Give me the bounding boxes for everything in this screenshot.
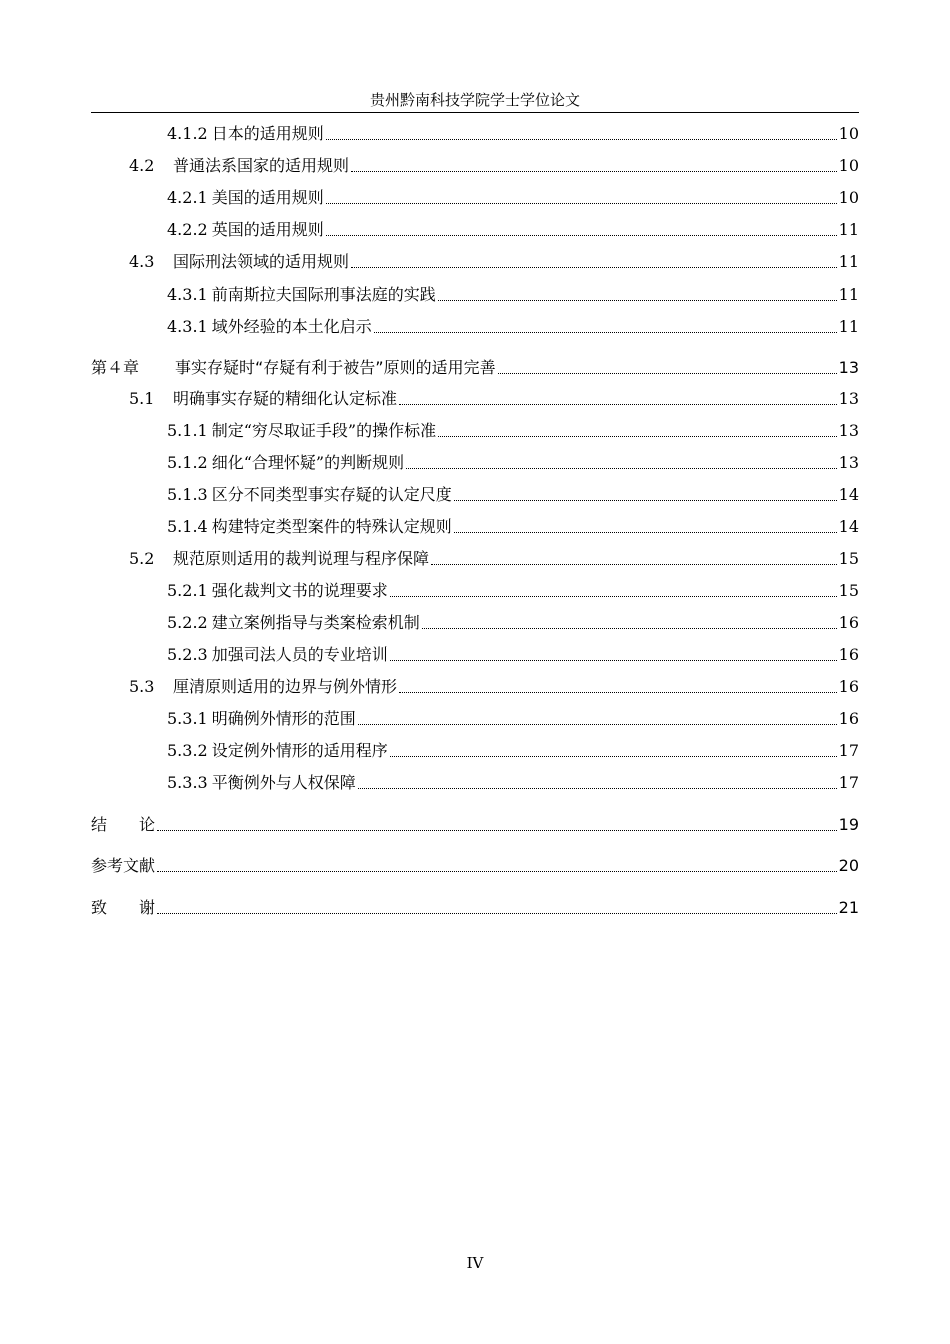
toc-entry-title: 事实存疑时“存疑有利于被告”原则的适用完善	[175, 358, 496, 377]
toc-entry-number: 4.3	[129, 252, 155, 271]
dot-leader	[358, 724, 837, 725]
toc-entry-title: 英国的适用规则	[211, 220, 324, 239]
toc-entry-page: 11	[838, 317, 859, 336]
toc-entry-number: 4.2.2	[167, 220, 208, 239]
toc-entry-title: 前南斯拉夫国际刑事法庭的实践	[211, 285, 436, 304]
dot-leader	[374, 332, 837, 333]
toc-entry-page: 10	[838, 188, 859, 207]
dot-leader	[326, 203, 837, 204]
toc-entry[interactable]	[91, 545, 859, 569]
toc-entry[interactable]	[91, 313, 859, 337]
toc-entry-number: 5.2.3	[167, 645, 208, 664]
toc-entry-page: 21	[838, 898, 859, 917]
toc-entry-title: 参考文献	[91, 856, 156, 875]
toc-entry-number: 4.2.1	[167, 188, 208, 207]
toc-entry-number: 5.1.1	[167, 421, 208, 440]
toc-entry-number: 4.3.1	[167, 285, 208, 304]
toc-entry-page: 10	[838, 124, 859, 143]
toc-entry-number: 5.1.3	[167, 485, 208, 504]
toc-entry[interactable]	[91, 705, 859, 729]
toc-entry[interactable]	[91, 513, 859, 537]
toc-entry-page: 13	[838, 421, 859, 440]
toc-entry-title: 规范原则适用的裁判说理与程序保障	[173, 549, 430, 568]
toc-entry[interactable]	[91, 894, 859, 918]
toc-entry[interactable]	[91, 152, 859, 176]
toc-entry-page: 13	[838, 358, 859, 377]
toc-entry-number: 5.3.3	[167, 773, 208, 792]
dot-leader	[498, 373, 837, 374]
toc-entry-title: 致 谢	[91, 898, 156, 917]
toc-entry-page: 14	[838, 517, 859, 536]
toc-entry-page: 20	[838, 856, 859, 875]
toc-entry-page: 11	[838, 220, 859, 239]
toc-entry-number: 5.2.2	[167, 613, 208, 632]
dot-leader	[399, 692, 837, 693]
toc-entry-title: 区分不同类型事实存疑的认定尺度	[211, 485, 452, 504]
dot-leader	[438, 436, 837, 437]
toc-entry[interactable]	[91, 737, 859, 761]
dot-leader	[399, 404, 837, 405]
toc-entry-page: 13	[838, 453, 859, 472]
toc-entry-title: 明确事实存疑的精细化认定标准	[173, 389, 398, 408]
toc-entry-page: 15	[838, 549, 859, 568]
toc-entry-number: 5.2.1	[167, 581, 208, 600]
toc-entry[interactable]	[91, 385, 859, 409]
toc-entry[interactable]	[91, 577, 859, 601]
toc-entry-title: 设定例外情形的适用程序	[211, 741, 388, 760]
toc-entry[interactable]	[91, 609, 859, 633]
toc-entry[interactable]	[91, 184, 859, 208]
toc-entry[interactable]	[91, 481, 859, 505]
toc-entry[interactable]	[91, 852, 859, 876]
dot-leader	[351, 267, 837, 268]
dot-leader	[157, 913, 837, 914]
header-rule	[91, 112, 859, 113]
toc-entry[interactable]	[91, 673, 859, 697]
toc-entry-title: 普通法系国家的适用规则	[173, 156, 350, 175]
toc-entry-page: 11	[838, 252, 859, 271]
toc-entry-title: 厘清原则适用的边界与例外情形	[173, 677, 398, 696]
dot-leader	[454, 500, 837, 501]
dot-leader	[390, 660, 837, 661]
toc-entry[interactable]	[91, 354, 859, 378]
toc-entry-number: 4.2	[129, 156, 155, 175]
toc-entry-number: 5.1.4	[167, 517, 208, 536]
toc-entry[interactable]	[91, 641, 859, 665]
dot-leader	[157, 871, 837, 872]
dot-leader	[326, 139, 837, 140]
toc-entry-page: 11	[838, 285, 859, 304]
toc-entry-page: 13	[838, 389, 859, 408]
dot-leader	[438, 300, 837, 301]
toc-entry-title: 明确例外情形的范围	[211, 709, 356, 728]
toc-entry[interactable]	[91, 449, 859, 473]
toc-entry-number: 5.1	[129, 389, 155, 408]
toc-entry-number: 5.1.2	[167, 453, 208, 472]
toc-entry[interactable]	[91, 417, 859, 441]
toc-entry-title: 日本的适用规则	[211, 124, 324, 143]
toc-entry[interactable]	[91, 811, 859, 835]
dot-leader	[454, 532, 837, 533]
toc-entry-title: 美国的适用规则	[211, 188, 324, 207]
dot-leader	[157, 830, 837, 831]
toc-entry[interactable]	[91, 120, 859, 144]
dot-leader	[390, 756, 837, 757]
toc-entry[interactable]	[91, 769, 859, 793]
page-number: IV	[466, 1254, 484, 1272]
toc-entry-page: 16	[838, 709, 859, 728]
toc-entry-number: 第４章	[91, 358, 140, 377]
toc-entry[interactable]	[91, 248, 859, 272]
dot-leader	[390, 596, 837, 597]
toc-entry-title: 加强司法人员的专业培训	[211, 645, 388, 664]
toc-entry-page: 17	[838, 773, 859, 792]
toc-entry-title: 国际刑法领域的适用规则	[173, 252, 350, 271]
toc-entry-title: 域外经验的本土化启示	[211, 317, 372, 336]
toc-entry-page: 16	[838, 677, 859, 696]
toc-entry-number: 4.1.2	[167, 124, 208, 143]
dot-leader	[326, 235, 837, 236]
toc-entry-title: 构建特定类型案件的特殊认定规则	[211, 517, 452, 536]
toc-entry-number: 5.3	[129, 677, 155, 696]
toc-entry-title: 制定“穷尽取证手段”的操作标准	[211, 421, 437, 440]
toc-entry-page: 10	[838, 156, 859, 175]
toc-entry-number: 5.3.1	[167, 709, 208, 728]
toc-entry-page: 14	[838, 485, 859, 504]
toc-entry-title: 结 论	[91, 815, 156, 834]
toc-entry-number: 4.3.1	[167, 317, 208, 336]
toc-entry-title: 强化裁判文书的说理要求	[211, 581, 388, 600]
page-header: 贵州黔南科技学院学士学位论文	[369, 91, 580, 109]
toc-entry-number: 5.3.2	[167, 741, 208, 760]
toc-entry-page: 15	[838, 581, 859, 600]
dot-leader	[431, 564, 837, 565]
toc-entry-title: 细化“合理怀疑”的判断规则	[211, 453, 405, 472]
toc-entry[interactable]	[91, 216, 859, 240]
toc-entry-title: 建立案例指导与类案检索机制	[211, 613, 420, 632]
toc-entry-page: 17	[838, 741, 859, 760]
toc-entry-page: 16	[838, 645, 859, 664]
toc-entry-title: 平衡例外与人权保障	[211, 773, 356, 792]
dot-leader	[358, 788, 837, 789]
toc-entry[interactable]	[91, 281, 859, 305]
toc-entry-page: 16	[838, 613, 859, 632]
dot-leader	[351, 171, 837, 172]
toc-entry-number: 5.2	[129, 549, 155, 568]
dot-leader	[406, 468, 837, 469]
toc-entry-page: 19	[838, 815, 859, 834]
dot-leader	[422, 628, 837, 629]
